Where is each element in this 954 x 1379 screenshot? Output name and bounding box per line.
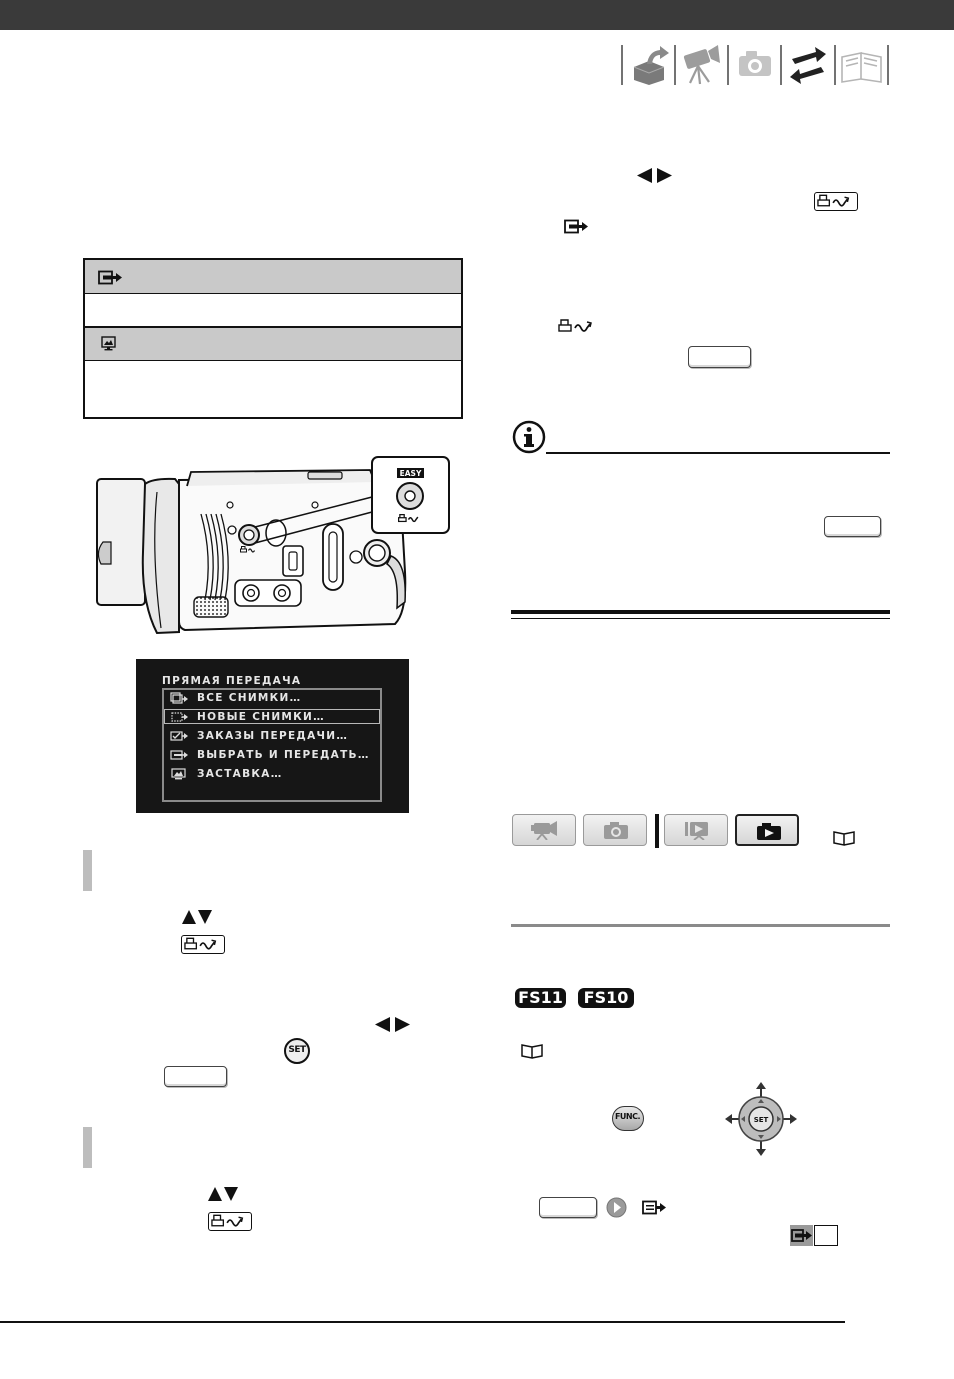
all-images-transfer-icon [170,692,188,704]
joystick-icon [725,1082,797,1156]
func-button-icon [612,1106,644,1131]
set-label: SET [288,1045,306,1055]
top-bar [0,0,954,30]
book-icon [520,1043,544,1059]
direct-transfer-icon [790,1225,813,1246]
video-camera-icon [683,45,720,84]
mode-photo-playback [735,814,799,846]
default-setting-icon [790,1225,839,1247]
button-frame [688,346,751,368]
book-icon [832,830,856,846]
table-header-row [85,260,461,294]
up-down-arrows-icon [208,1186,238,1202]
still-camera-icon [601,820,631,840]
swap-arrows-icon [790,47,826,84]
set-button-icon [284,1038,310,1064]
button-frame [539,1197,597,1218]
table-header-row [85,326,461,361]
menu-title: ПРЯМАЯ ПЕРЕДАЧА [162,675,302,687]
mode-divider [655,814,659,848]
button-frame [164,1066,227,1087]
camcorder-illustration [95,452,455,638]
menu-item: ВСЕ СНИМКИ… [197,692,302,704]
menu-item: ВЫБРАТЬ И ПЕРЕДАТЬ… [197,749,370,761]
menu-item: ЗАКАЗЫ ПЕРЕДАЧИ… [197,730,349,742]
select-transfer-icon [170,749,188,761]
chapter-nav [620,43,890,87]
menu-item: ЗАСТАВКА… [197,768,283,780]
footer-rule [0,1321,845,1323]
note-rule [546,452,890,454]
direct-transfer-icon [98,270,123,285]
still-camera-icon [739,51,771,76]
camera-menu-screen [136,659,409,813]
mode-photo-record [583,814,647,846]
transfer-box-icon [634,46,669,85]
print-share-button-icon [181,935,225,954]
mode-video-record [512,814,576,846]
video-playback-icon [682,820,712,840]
options-table [83,258,463,419]
info-icon [512,420,548,456]
button-frame [824,516,881,537]
section-rule-thin [511,618,890,619]
section-rule-thick [511,610,890,614]
book-icon [842,53,881,82]
section-marker [83,1127,92,1168]
direct-transfer-icon [642,1200,667,1215]
joystick-set-label: SET [753,1116,769,1124]
left-right-arrows-icon [375,1016,411,1033]
print-share-icon [558,318,598,334]
new-images-transfer-icon [170,711,188,723]
transfer-orders-icon [170,730,188,742]
left-right-arrows-icon [637,167,673,184]
menu-item: НОВЫЕ СНИМКИ… [197,711,325,723]
screensaver-icon [101,336,116,351]
model-badge-fs11: FS11 [515,988,566,1008]
func-label: FUNC. [614,1112,641,1121]
mode-video-playback [664,814,728,846]
easy-label: EASY [399,469,422,478]
model-badge-fs10: FS10 [578,988,634,1008]
next-arrow-icon [606,1197,627,1218]
video-camera-icon [530,820,560,840]
subsection-rule [511,924,890,927]
up-down-arrows-icon [182,909,212,925]
menu-list-frame [162,688,382,802]
section-marker [83,850,92,891]
checkbox-square [814,1225,838,1246]
screensaver-icon [171,768,187,780]
print-share-button-icon [814,192,858,211]
print-share-button-icon [208,1212,252,1231]
photo-playback-icon [754,821,784,841]
direct-transfer-icon [564,219,589,234]
